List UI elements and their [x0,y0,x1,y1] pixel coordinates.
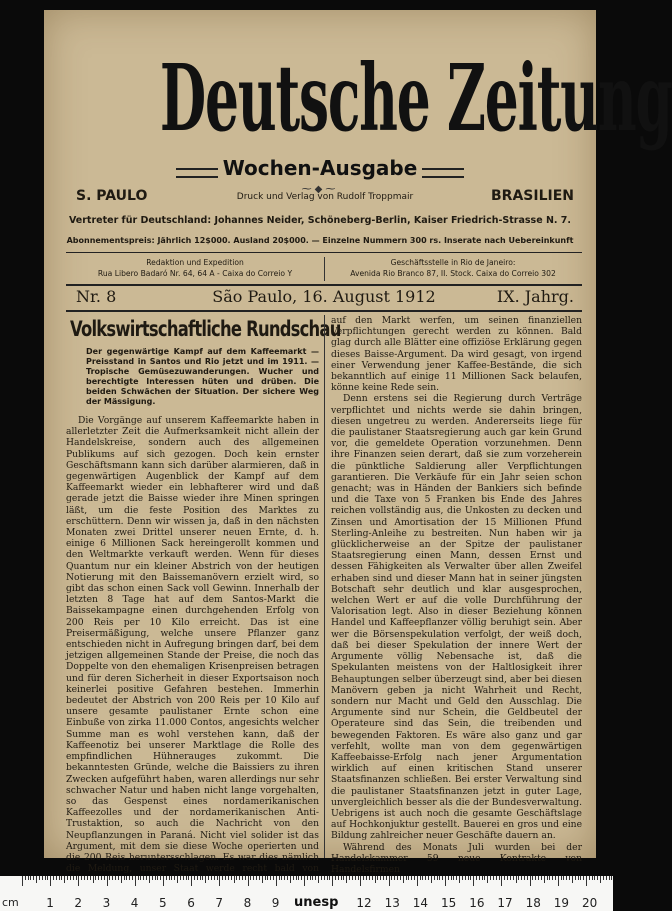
ruler-tick [36,876,37,883]
ruler-tick [149,876,150,883]
ruler-tick [524,876,525,880]
ruler-tick [459,876,460,883]
ruler-tick [372,876,373,880]
ruler-tick [369,876,370,880]
ruler-tick [563,876,564,880]
ruler-tick [417,876,418,886]
column-right [324,315,582,875]
ruler-tick [462,876,463,880]
ruler-tick [87,876,88,880]
ruler-label: 20 [582,896,598,910]
ruler-tick [307,876,308,880]
ruler-tick [507,876,508,880]
ruler-tick [143,876,144,880]
ruler-tick [380,876,381,880]
ruler-tick [152,876,153,880]
ruler-tick [157,876,158,880]
ruler-tick [383,876,384,880]
representative-line: Vertreter für Deutschland: Johannes Neider, Schöneberg-Berlin, Kaiser Friedrich-Strasse N. 7. [68,215,572,226]
ruler-tick [160,876,161,880]
ruler-tick [324,876,325,880]
ruler-label: 19 [553,896,570,910]
issue-date: São Paulo, 16. August 1912 [212,287,436,306]
ruler-tick [349,876,350,880]
issue-number: Nr. 8 [76,287,117,306]
office-box [66,255,582,283]
ruler-tick [544,876,545,883]
article-body-right-2: Denn erstens sei die Regierung durch Verträge verpflichtet und nichts werde sie dahin bringen, diesen ungetreu zu werden. Andererseits liege für die paulistaner Staatsregierung auch gar kein Grund vor, die gemeldete Operation vorzunehmen. Denn ihre Finanzen seien derart, daß sie zum vorzeherein die pünktliche Saldierung aller Verpflichtungen garantieren. Die Verkäufe für ein Jahr seien schon genacht; was in Händen der Bankiers sich befinde und die Taxe von 5 Franken bis Ende des Jahres reichen vollständig aus, die Unkosten zu decken und Zinsen und Amortisation der 15 Millionen Pfund Sterling-Anleihe zu bestreiten. Nun haben wir ja glücklicherweise an der Spitze der paulistaner Staatsregierung einen Mann, dessen Ernst und dessen Fähigkeiten als Verwalter über allen Zweifel erhaben sind und dieser Mann hat in seiner jüngsten Botschaft sehr deutlich und klar ausgesprochen, welchen Wert er auf die volle Durchführung der Valorisation legt. Also in dieser Beziehung können Handel und Kaffeepflanzer völlig beruhigt sein. Aber wer die Börsenspekulation verfolgt, der weiß doch, daß bei dieser Spekulation der innere Wert der Argumente völlig Nebensache ist, daß die Spekulanten meistens von der Haltlosigkeit ihrer Behauptungen selber überzeugt sind, aber bei diesen Manövern geben ja nicht Wahrheit und Recht, sondern nur Macht und Geld den Ausschlag. Die Argumente sind nur Schein, die Geldbeutel der Operateure sind das Sein, die treibenden und bewegenden Faktoren. Es wäre also ganz und gar verfehlt, wollte man von dem gegenwärtigen Kaffeebaisse-Erfolg nach jener Argumentation wirklich auf einen kritischen Stand unserer Staatsfinanzen schließen. Bei erster Verwaltung sind die paulistaner Staatsfinanzen jetzt in guter Lage, unvergleichlich besser als die der Bundesverwaltung. Uebrigens ist auch noch die gesamte Geschäftslage auf Hochkonjuktur gestellt. Bauerei en gros und eine Bildung zahlreicher neuer Geschäfte dauern an. [331,393,582,842]
ruler-tick [188,876,189,880]
ruler-tick [321,876,322,880]
ruler-tick [245,876,246,880]
ruler-tick [318,876,319,883]
ruler-tick [352,876,353,880]
ruler-tick [73,876,74,880]
ruler-tick [78,876,79,886]
ruler-tick [95,876,96,880]
ruler-label: 6 [187,896,195,910]
ruler-tick [437,876,438,880]
ruler-tick [109,876,110,880]
ruler-tick [391,876,392,880]
ruler-tick [358,876,359,880]
ruler-tick [304,876,305,886]
ruler-tick [482,876,483,880]
ruler-tick [115,876,116,880]
article-body-left: Die Vorgänge auf unserem Kaffeemarkte haben in allerletzter Zeit die Aufmerksamkeit nicht allein der Handelskreise, sondern auch des allgemeinen Publikums auf sich gezogen. Doch kein ernster Geschäftsmann kann sich darüber alarmieren, daß in gegenwärtigen Augenblick der Kampf auf dem Kaffeemarkt wieder ein lebhafterer wird und daß gerade jetzt die Baisse wieder ihre Minen springen läßt, um die feste Position des Marktes zu erschüttern. Denn wir wissen ja, daß in den nächsten Monaten zwei Drittel unserer neuen Ernte, d. h. einige 6 Millionen Sack hereingerollt kommen und den Weltmarkte verkauft werden. Wenn für dieses Quantum nur ein kleiner Abstrich von der heutigen Notierung mit den Baissemanövern erzielt wird, so gibt das schon einen Sack voll Gewinn. Innerhalb der letzten 8 Tage hat auf dem Santos-Markt die Baissekampagne einen durchgehenden Erfolg von 200 Reis per 10 Kilo erreicht. Das ist eine Preisermäßigung, welche unsere Pflanzer ganz entschieden nicht in Aufregung bringen darf, bei dem jetzigen allgemeinen Stande der Preise, die noch das Doppelte von den ehemaligen Krisenpreisen betragen und für deren Sicherheit in dieser Exportsaison noch keinerlei positive Gefahren bestehen. Immerhin bedeutet der Abstrich von 200 Reis per 10 Kilo auf unsere gesamte paulistaner Ernte schon eine Einbuße von zirka 11.000 Contos, angesichts welcher Summe man es wohl verstehen kann, daß der Kaffeenotiz bei unserer Marktlage die Rolle des empfindlichen Hühnerauges zukommt. Die bekanntesten Gründe, welche die Baissiers zu ihren Zwecken aufgeführt haben, waren allerdings nur sehr schwacher Natur und haben nicht lange vorgehalten, so das Gespenst eines nordamerikanischen Kaffeezolles und der nordamerikanischen Anti-Trustaktion, so auch die Nachricht von den Neupflanzungen in Paraná. Nicht viel solider ist das Argument, mit dem sie diese Woche operierten und die 200 Reis heruntersschlagen. Es war dies nämlich die Meldung, unser Staat werde recht bald von [66,415,319,875]
ruler-tick [532,876,533,880]
ruler-tick [118,876,119,880]
ruler-tick [346,876,347,883]
office-editorial-address: Rua Libero Badaró Nr. 64, 64 A - Caixa do Correio Y [97,269,293,278]
ruler-tick [45,876,46,880]
ruler-tick [499,876,500,880]
ruler-tick [262,876,263,883]
ruler-tick [281,876,282,880]
ruler-label: 15 [441,896,457,910]
ruler-tick [140,876,141,880]
ruler-label: 5 [159,896,167,910]
ruler-tick [101,876,102,880]
ruler-tick [594,876,595,880]
ruler-tick [231,876,232,880]
ruler-tick [414,876,415,880]
ruler-tick [90,876,91,880]
ruler-tick [287,876,288,880]
ruler-tick [572,876,573,883]
ruler-tick [39,876,40,880]
ruler-tick [47,876,48,880]
ruler-tick [445,876,446,886]
ruler-tick [296,876,297,880]
ruler-tick [338,876,339,880]
ruler-tick [279,876,280,880]
location-left: S. PAULO [76,188,148,204]
article-body-right-1: auf den Markt werfen, um seinen finanziellen Verpflichtungen gerecht werden zu können. Bald glag durch alle Blätter eine offiziöse Erklärung gegen dieses Baisse-Argument. Da wird gesagt, von irgend einer Verwendung jener Kaffee-Bestände, die sich bekanntlich auf einige 11 Millionen Sack belaufen, könne keine Rede sein. [331,315,582,394]
ruler-tick [377,876,378,880]
ruler-tick [487,876,488,883]
office-rio-address: Avenida Rio Branco 87, II. Stock. Caixa do Correio 302 [350,269,556,278]
ruler-tick [473,876,474,886]
article-body-right-3: Während des Monats Juli wurden bei der Handelskammer 59 neue Kontrakte von Handelsfirmen [331,841,582,875]
ruler-tick [375,876,376,883]
ruler-label: 1 [46,896,54,910]
ruler-tick [107,876,108,886]
ruler-tick [366,876,367,880]
unesp-logo: unesp [294,895,339,910]
ruler-tick [194,876,195,880]
ruler-tick [132,876,133,880]
ruler-tick [211,876,212,880]
ruler-tick [169,876,170,880]
ruler-tick [343,876,344,880]
ruler-tick [222,876,223,880]
ruler-tick [70,876,71,880]
ruler-tick [456,876,457,880]
ruler-tick [355,876,356,880]
ruler-tick [81,876,82,880]
article-headline: Volkswirtschaftliche Rundschau [70,317,341,341]
ruler-tick [575,876,576,880]
scale-ruler [0,876,613,911]
ruler-tick [33,876,34,880]
ruler-tick [580,876,581,880]
rule-top [66,252,582,253]
ruler-tick [298,876,299,880]
ruler-tick [538,876,539,880]
ruler-tick [197,876,198,880]
printer-line: Druck und Verlag von Rudolf Troppmair [236,192,414,202]
rule-middle [66,284,582,286]
ruler-tick [516,876,517,883]
ruler-label: 4 [130,896,139,910]
ruler-tick [484,876,485,880]
office-rio [324,257,582,279]
subtitle-row [44,156,596,184]
ruler-tick [155,876,156,880]
ruler-tick [30,876,31,880]
ruler-tick [609,876,610,880]
ruler-tick [335,876,336,880]
rule-bottom [66,310,582,312]
ruler-tick [518,876,519,880]
ruler-tick [408,876,409,880]
ruler-label: 16 [469,896,485,910]
ruler-tick [61,876,62,880]
ruler-label: 7 [215,896,224,910]
ruler-tick [310,876,311,880]
location-right: BRASILIEN [491,188,574,204]
issue-row [66,287,582,311]
ruler-tick [234,876,235,883]
ruler-tick [202,876,203,880]
ruler-tick [225,876,226,880]
ruler-tick [250,876,251,880]
ruler-unit: cm [2,896,19,909]
ruler-tick [504,876,505,880]
ruler-tick [490,876,491,880]
ruler-tick [476,876,477,880]
ruler-tick [273,876,274,880]
location-row [76,188,574,210]
ruler-tick [270,876,271,880]
ruler-tick [527,876,528,880]
ruler-tick [22,876,23,886]
ruler-tick [219,876,220,886]
ruler-tick [177,876,178,883]
ruler-tick [566,876,567,880]
ruler-tick [597,876,598,880]
ruler-tick [496,876,497,880]
subscription-line: Abonnementspreis: Jährlich 12$000. Ausland 20$000. — Einzelne Nummern 300 rs. Inserate nach Uebereinkunft [66,236,574,245]
ruler-tick [186,876,187,880]
ruler-tick [386,876,387,880]
subtitle: Wochen-Ausgabe [222,156,418,180]
ruler-tick [363,876,364,880]
ruler-tick [180,876,181,880]
ruler-tick [448,876,449,880]
ruler-tick [248,876,249,886]
ruler-tick [592,876,593,880]
ruler-tick [360,876,361,886]
ruler-tick [42,876,43,880]
ruler-tick [84,876,85,880]
ruler-tick [129,876,130,880]
ruler-tick [25,876,26,880]
ruler-tick [403,876,404,883]
ruler-tick [312,876,313,880]
ruler-tick [256,876,257,880]
ornament-divider: ⁓◆⁓ [301,184,339,195]
ruler-tick [138,876,139,880]
ruler-tick [493,876,494,880]
ruler-tick [217,876,218,880]
ruler-tick [547,876,548,880]
ruler-tick [76,876,77,880]
ruler-tick [301,876,302,880]
ruler-label: 17 [497,896,513,910]
ruler-tick [214,876,215,880]
ruler-tick [555,876,556,880]
ruler-tick [603,876,604,880]
ruler-tick [530,876,531,886]
ruler-tick [200,876,201,880]
ruler-tick [104,876,105,880]
ruler-tick [394,876,395,880]
ruler-tick [166,876,167,880]
ruler-tick [552,876,553,880]
ruler-tick [146,876,147,880]
ruler-label: 14 [412,896,429,910]
ruler-tick [121,876,122,883]
ruler-label: 12 [356,896,372,910]
ruler-tick [411,876,412,880]
ruler-label: 13 [384,896,400,910]
ruler-tick [439,876,440,880]
ruler-tick [228,876,229,880]
ruler-tick [53,876,54,880]
ruler-tick [479,876,480,880]
ruler-tick [59,876,60,880]
ruler-tick [400,876,401,880]
ruler-tick [112,876,113,880]
office-editorial-heading: Redaktion und Expedition [146,258,244,267]
ruler-tick [208,876,209,880]
ruler-tick [267,876,268,880]
ruler-tick [50,876,51,886]
ruler-tick [434,876,435,880]
ruler-tick [28,876,29,880]
ruler-tick [276,876,277,886]
newspaper-page [44,10,672,875]
ruler-tick [535,876,536,880]
ruler-tick [510,876,511,880]
ruler-tick [578,876,579,880]
ruler-tick [521,876,522,880]
office-editorial [66,257,324,279]
ruler-tick [174,876,175,880]
ruler-tick [93,876,94,883]
ruler-tick [284,876,285,880]
ruler-tick [135,876,136,886]
ruler-tick [67,876,68,880]
ruler-tick [253,876,254,880]
office-rio-heading: Geschäftsstelle in Rio de Janeiro: [390,258,516,267]
ruler-tick [265,876,266,880]
ruler-tick [332,876,333,886]
ruler-tick [431,876,432,883]
ruler-tick [420,876,421,880]
ruler-tick [606,876,607,880]
ruler-tick [561,876,562,880]
ruler-tick [549,876,550,880]
issue-year: IX. Jahrg. [496,287,574,306]
decorative-rule-right [422,168,464,178]
ruler-tick [586,876,587,886]
ruler-label: 2 [74,896,83,910]
masthead-title: Deutsche Zeitung [159,44,672,152]
ruler-tick [513,876,514,880]
ruler-ticks [0,876,613,886]
ruler-tick [327,876,328,880]
ruler-tick [124,876,125,880]
ruler-tick [389,876,390,886]
ruler-label: 9 [271,896,280,910]
ruler-tick [453,876,454,880]
ruler-tick [329,876,330,880]
ruler-tick [425,876,426,880]
ruler-tick [569,876,570,880]
ruler-tick [293,876,294,880]
ruler-label: 8 [243,896,252,910]
ruler-tick [451,876,452,880]
ruler-tick [183,876,184,880]
ruler-tick [259,876,260,880]
ruler-tick [422,876,423,880]
ruler-tick [465,876,466,880]
ruler-label: 18 [525,896,541,910]
ruler-tick [442,876,443,880]
ruler-tick [468,876,469,880]
ruler-tick [541,876,542,880]
ruler-tick [56,876,57,880]
ruler-tick [501,876,502,886]
ruler-tick [397,876,398,880]
ruler-tick [341,876,342,880]
article-columns [66,315,582,875]
ruler-tick [242,876,243,880]
ruler-tick [239,876,240,880]
ruler-tick [171,876,172,880]
ruler-tick [205,876,206,883]
ruler-label: 3 [102,896,111,910]
ruler-tick [611,876,612,880]
ruler-tick [163,876,164,886]
ruler-tick [583,876,584,880]
ruler-tick [64,876,65,883]
ruler-tick [236,876,237,880]
ruler-tick [98,876,99,880]
ruler-tick [470,876,471,880]
ruler-tick [600,876,601,883]
ruler-tick [406,876,407,880]
ruler-tick [589,876,590,880]
ruler-tick [428,876,429,880]
ruler-tick [126,876,127,880]
article-lead: Der gegenwärtige Kampf auf dem Kaffeemarkt — Preisstand in Santos und Rio jetzt und im 1911. — Tropische Gemüsezuwanderungen. Wucher und berechtigte Interessen hüten und drüben. Die beiden Schwächen der Situation. Der sichere Weg der Mässigung. [86,347,319,406]
ruler-tick [315,876,316,880]
ruler-tick [191,876,192,886]
column-left [66,315,341,875]
ruler-tick [290,876,291,883]
ruler-tick [558,876,559,886]
